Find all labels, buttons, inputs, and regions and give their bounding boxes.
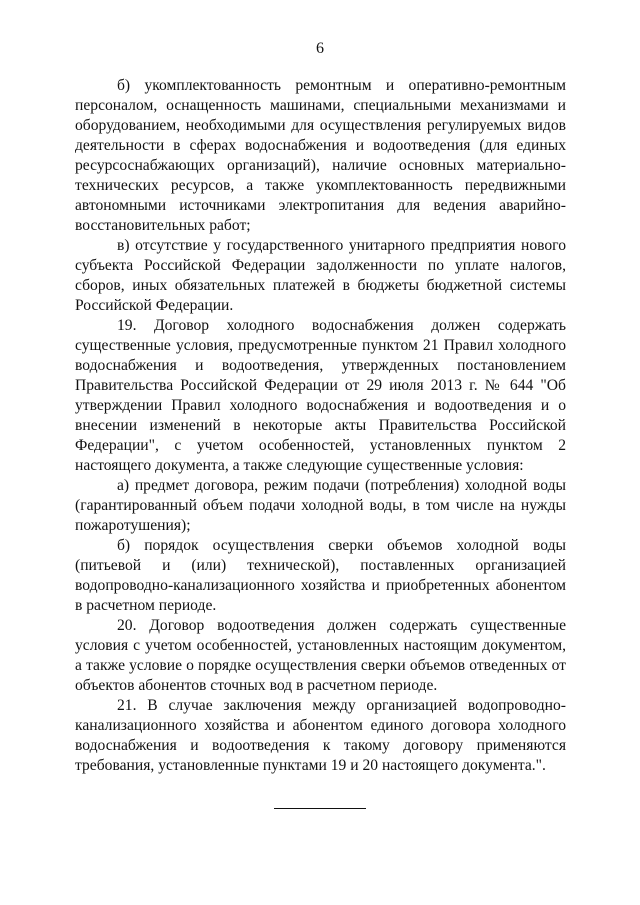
paragraph-v-no-debt: в) отсутствие у государственного унитарного предприятия нового субъекта Российской Федерации задолженности по уплате налогов, сборов, иных обязательных платежей в бюджеты бюджетной системы Российской Федерации. (75, 237, 566, 314)
document-body (75, 76, 566, 776)
paragraph-b-staffing: б) укомплектованность ремонтным и оперативно-ремонтным персоналом, оснащенность машинами, специальными механизмами и оборудованием, необходимыми для осуществления регулируемых видов деятельности в сферах водоснабжения и водоотведения (для единых ресурсоснабжающих организаций), наличие основных материально-технических ресурсов, а также укомплектованность передвижными автономными источниками электропитания для ведения аварийно-восстановительных работ; (75, 77, 566, 234)
paragraph-a-subject: а) предмет договора, режим подачи (потребления) холодной воды (гарантированный объем подачи холодной воды, в том числе на нужды пожаротушения); (75, 477, 566, 534)
paragraph-20-wastewater-contract: 20. Договор водоотведения должен содержать существенные условия с учетом особенностей, установленных настоящим документом, а также условие о порядке осуществления сверки объемов отведенных от объектов абонентов сточных вод в расчетном периоде. (75, 617, 566, 694)
paragraph-19-cold-water-contract: 19. Договор холодного водоснабжения должен содержать существенные условия, предусмотренные пунктом 21 Правил холодного водоснабжения и водоотведения, утвержденных постановлением Правительства Российской Федерации от 29 июля 2013 г. № 644 "Об утверждении Правил холодного водоснабжения и водоотведения и о внесении изменений в некоторые акты Правительства Российской Федерации", с учетом особенностей, установленных пунктом 2 настоящего документа, а также следующие существенные условия: (75, 317, 566, 474)
page-number: 6 (316, 40, 324, 57)
closing-divider (274, 808, 366, 809)
paragraph-b-reconciliation: б) порядок осуществления сверки объемов холодной воды (питьевой и (или) технической), поставленных организацией водопроводно-канализационного хозяйства и приобретенных абонентом в расчетном периоде. (75, 537, 566, 614)
paragraph-21-unified-contract: 21. В случае заключения между организацией водопроводно-канализационного хозяйства и абонентом единого договора холодного водоснабжения и водоотведения к такому договору применяются требования, установленные пунктами 19 и 20 настоящего документа.". (75, 697, 566, 774)
